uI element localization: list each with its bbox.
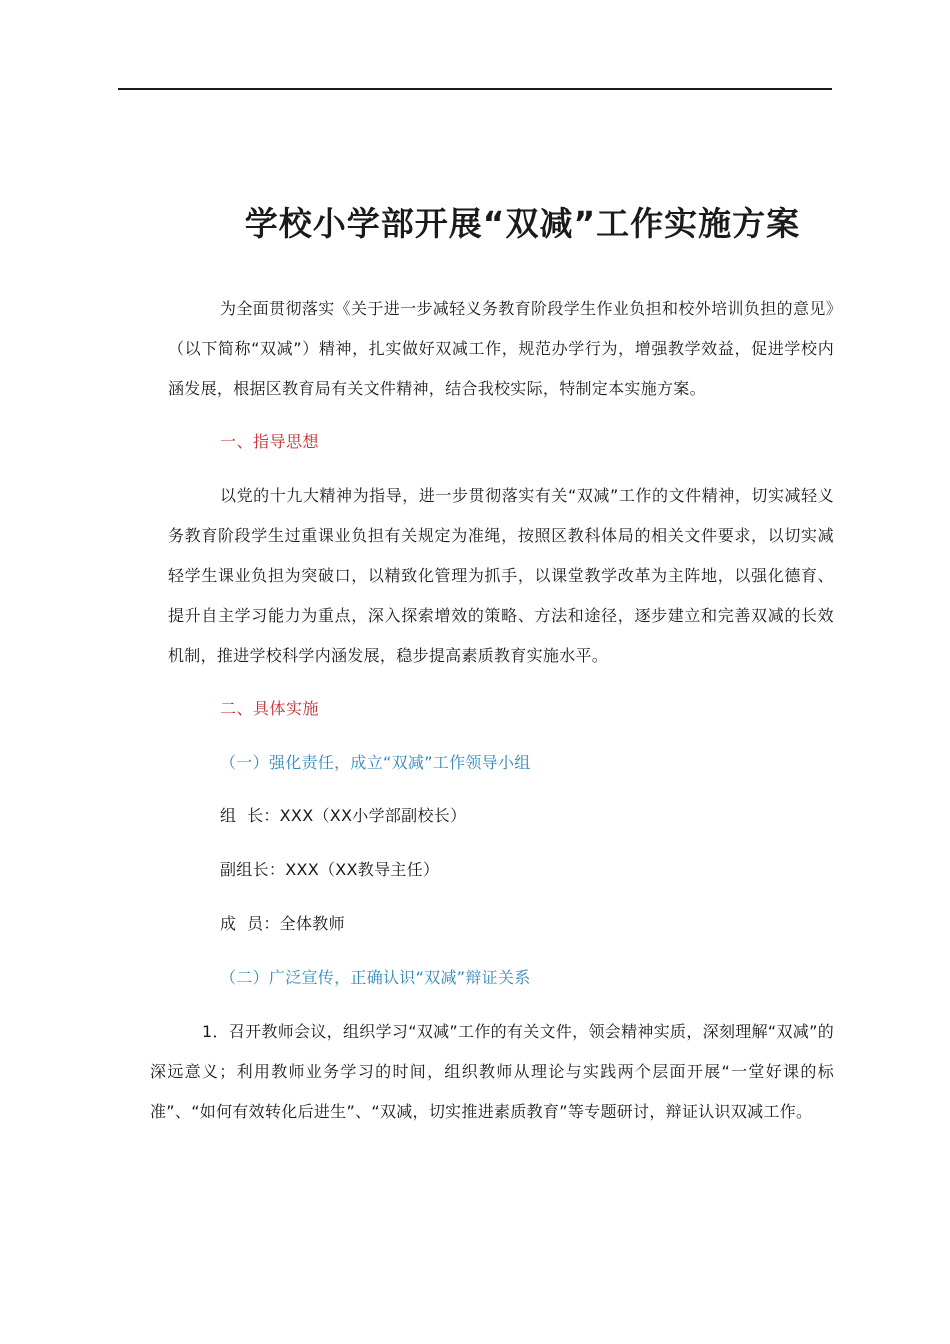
section-heading-implementation: 二、具体实施	[220, 699, 320, 718]
group-leader-line: 组 长：XXX（XX小学部副校长）	[220, 806, 467, 825]
item-1-paragraph: 1．召开教师会议，组织学习“双减”工作的有关文件，领会精神实质，深刻理解“双减”的深远意义；利用教师业务学习的时间，组织教师从理论与实践两个层面开展“一堂好课的标准”、“如何有效转化后进生”、“双减，切实推进素质教育”等专题研讨，辩证认识双减工作。	[150, 1022, 834, 1121]
members-line: 成 员：全体教师	[220, 914, 345, 933]
subsection-heading-publicity: （二）广泛宣传，正确认识“双减”辩证关系	[220, 968, 531, 987]
section-heading-guiding-ideology: 一、指导思想	[220, 432, 320, 451]
vice-leader-line: 副组长：XXX（XX教导主任）	[220, 860, 440, 879]
header-rule	[118, 88, 832, 90]
subsection-heading-leadership-group: （一）强化责任，成立“双减”工作领导小组	[220, 753, 531, 772]
intro-paragraph: 为全面贯彻落实《关于进一步减轻义务教育阶段学生作业负担和校外培训负担的意见》（以下简称“双减”）精神，扎实做好双减工作，规范办学行为，增强教学效益，促进学校内涵发展，根据区教育局有关文件精神，结合我校实际，特制定本实施方案。	[168, 299, 834, 398]
page-title: 学校小学部开展“双减”工作实施方案	[244, 204, 801, 243]
guiding-ideology-paragraph: 以党的十九大精神为指导，进一步贯彻落实有关“双减”工作的文件精神，切实减轻义务教育阶段学生过重课业负担有关规定为准绳，按照区教科体局的相关文件要求，以切实减轻学生课业负担为突破口，以精致化管理为抓手，以课堂教学改革为主阵地，以强化德育、提升自主学习能力为重点，深入探索增效的策略、方法和途径，逐步建立和完善双减的长效机制，推进学校科学内涵发展，稳步提高素质教育实施水平。	[168, 486, 834, 665]
